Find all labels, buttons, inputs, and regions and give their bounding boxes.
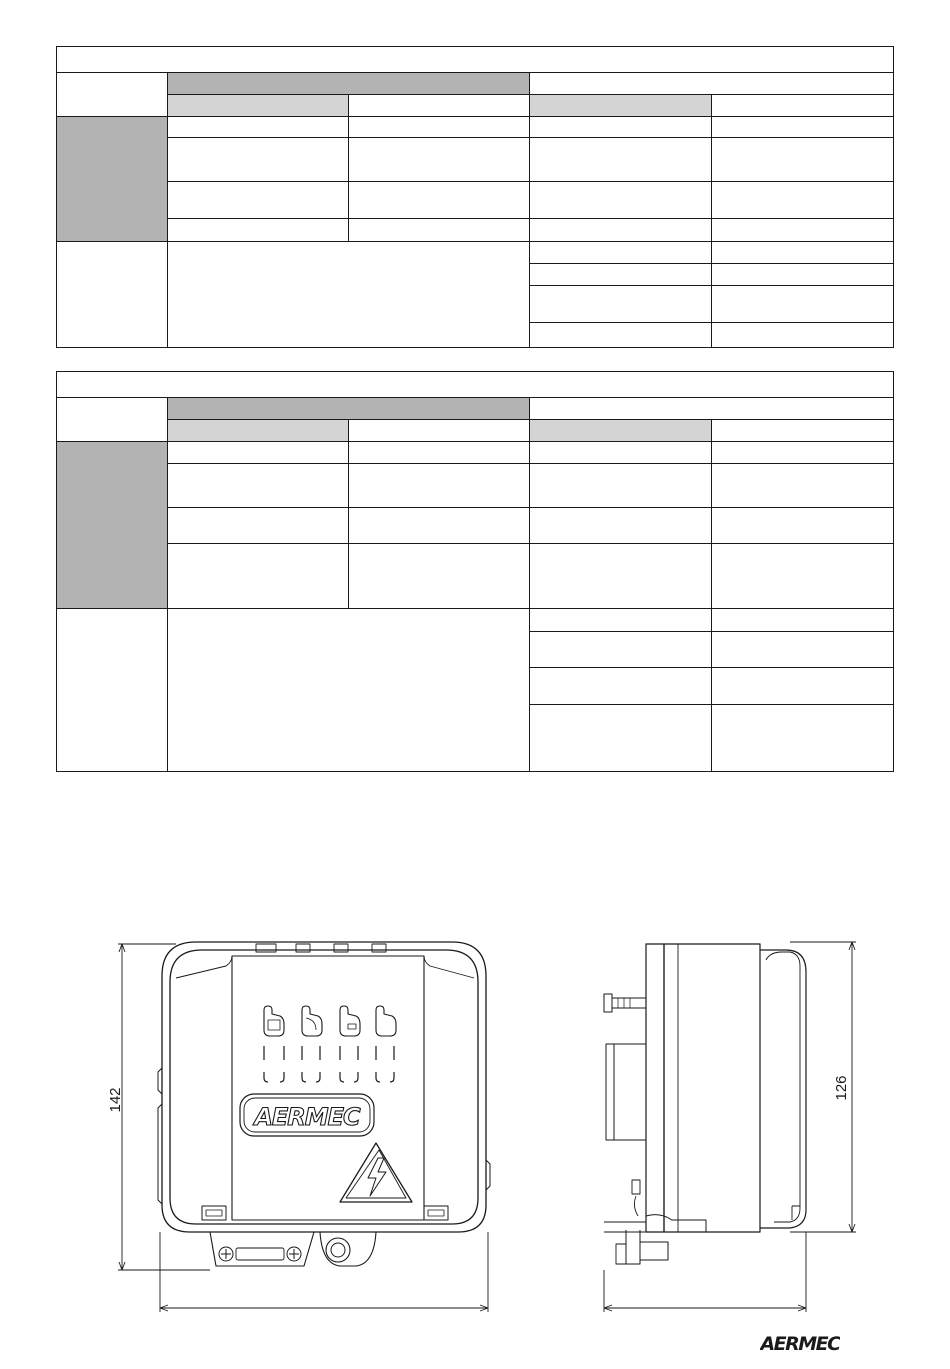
knob-icon xyxy=(264,1006,396,1036)
lightning-bolt-icon xyxy=(368,1158,386,1196)
warning-triangle-icon xyxy=(340,1143,412,1202)
dimension-142-label: 142 xyxy=(107,1087,124,1113)
side-view xyxy=(604,944,806,1264)
dimension-lines xyxy=(118,942,856,1312)
footer-logo xyxy=(760,1330,840,1356)
dimension-126-label: 126 xyxy=(833,1075,850,1101)
footer-logo-text: AERMEC xyxy=(760,1333,840,1355)
front-logo-text: AERMEC xyxy=(254,1103,360,1131)
